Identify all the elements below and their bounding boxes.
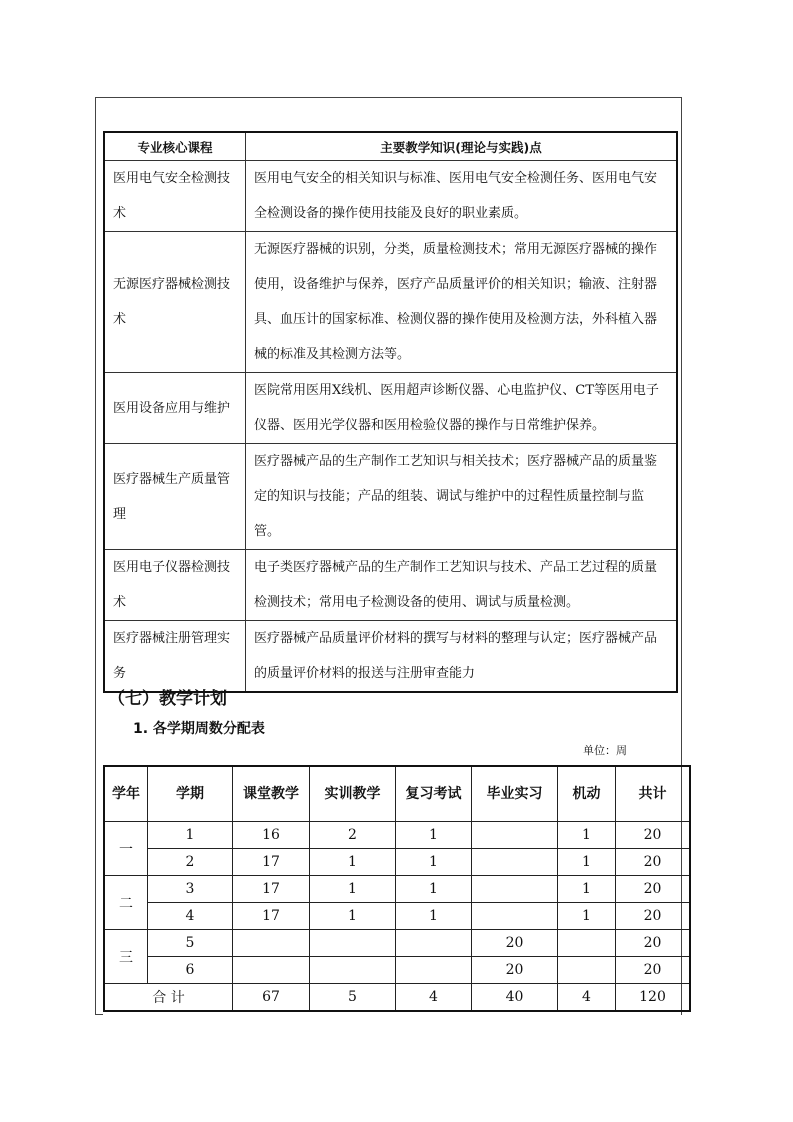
table-cell: 2	[310, 822, 396, 849]
header-semester: 学期	[148, 766, 233, 822]
header-class: 课堂教学	[233, 766, 310, 822]
table-cell: 20	[616, 957, 691, 984]
table-row	[104, 903, 690, 930]
header-flexible: 机动	[558, 766, 616, 822]
table-cell	[396, 957, 472, 984]
table-row	[104, 161, 677, 232]
table-cell: 16	[233, 822, 310, 849]
table-cell: 17	[233, 903, 310, 930]
table-cell: 20	[616, 876, 691, 903]
header-year: 学年	[104, 766, 148, 822]
course-name: 医用设备应用与维护	[104, 373, 246, 444]
table-cell: 20	[472, 957, 558, 984]
total-cell: 120	[616, 984, 691, 1012]
header-knowledge: 主要教学知识(理论与实践)点	[246, 132, 678, 161]
table-row	[104, 876, 690, 903]
table-cell: 1	[396, 822, 472, 849]
table-row	[104, 621, 677, 693]
core-courses-table	[103, 131, 678, 693]
table-row	[104, 849, 690, 876]
table-cell: 17	[233, 849, 310, 876]
header-total: 共计	[616, 766, 691, 822]
total-cell: 67	[233, 984, 310, 1012]
header-internship: 毕业实习	[472, 766, 558, 822]
header-training: 实训教学	[310, 766, 396, 822]
table-cell: 2	[148, 849, 233, 876]
table-cell	[233, 930, 310, 957]
table-row	[104, 444, 677, 550]
table-cell: 1	[558, 822, 616, 849]
table-cell: 1	[558, 903, 616, 930]
year-cell: 一	[104, 822, 148, 876]
table-cell: 1	[148, 822, 233, 849]
total-label: 合 计	[104, 984, 233, 1012]
course-name: 医用电气安全检测技术	[104, 161, 246, 232]
header-exam: 复习考试	[396, 766, 472, 822]
year-cell: 三	[104, 930, 148, 984]
table-cell: 1	[396, 903, 472, 930]
total-row	[104, 984, 690, 1012]
frame-line	[95, 1014, 103, 1015]
table-cell: 17	[233, 876, 310, 903]
table-cell: 20	[616, 849, 691, 876]
table-cell: 20	[616, 930, 691, 957]
weeks-table	[103, 765, 691, 1012]
course-name: 医疗器械注册管理实务	[104, 621, 246, 693]
course-name: 无源医疗器械检测技术	[104, 232, 246, 373]
table-cell: 1	[310, 903, 396, 930]
table-cell	[558, 957, 616, 984]
table-row	[104, 373, 677, 444]
table-row	[104, 232, 677, 373]
table-cell	[558, 930, 616, 957]
table-cell: 20	[616, 903, 691, 930]
section-title: （七）教学计划	[108, 689, 227, 709]
course-content: 无源医疗器械的识别，分类，质量检测技术；常用无源医疗器械的操作使用，设备维护与保养，医疗产品质量评价的相关知识；输液、注射器具、血压计的国家标准、检测仪器的操作使用及检测方法，外科植入器械的标准及其检测方法等。	[246, 232, 678, 373]
table-cell: 4	[148, 903, 233, 930]
course-content: 医疗器械产品的生产制作工艺知识与相关技术；医疗器械产品的质量鉴定的知识与技能；产品的组装、调试与维护中的过程性质量控制与监管。	[246, 444, 678, 550]
table-cell	[310, 930, 396, 957]
table-cell: 1	[310, 849, 396, 876]
course-content: 医用电气安全的相关知识与标准、医用电气安全检测任务、医用电气安全检测设备的操作使用技能及良好的职业素质。	[246, 161, 678, 232]
table-header-row	[104, 766, 690, 822]
table-cell: 1	[558, 876, 616, 903]
year-cell: 二	[104, 876, 148, 930]
table-row	[104, 550, 677, 621]
course-name: 医疗器械生产质量管理	[104, 444, 246, 550]
course-content: 医院常用医用X线机、医用超声诊断仪器、心电监护仪、CT等医用电子仪器、医用光学仪器和医用检验仪器的操作与日常维护保养。	[246, 373, 678, 444]
table-row	[104, 822, 690, 849]
total-cell: 40	[472, 984, 558, 1012]
subsection-title: 1. 各学期周数分配表	[133, 721, 265, 737]
table-cell: 1	[396, 849, 472, 876]
table-cell: 20	[616, 822, 691, 849]
table-cell: 5	[148, 930, 233, 957]
unit-label: 单位：周	[583, 744, 627, 757]
table-cell	[472, 903, 558, 930]
course-name: 医用电子仪器检测技术	[104, 550, 246, 621]
course-content: 医疗器械产品质量评价材料的撰写与材料的整理与认定；医疗器械产品的质量评价材料的报送与注册审查能力	[246, 621, 678, 693]
table-cell	[472, 849, 558, 876]
table-cell	[310, 957, 396, 984]
table-cell	[472, 876, 558, 903]
table-cell: 6	[148, 957, 233, 984]
total-cell: 5	[310, 984, 396, 1012]
table-cell: 20	[472, 930, 558, 957]
total-cell: 4	[558, 984, 616, 1012]
course-content: 电子类医疗器械产品的生产制作工艺知识与技术、产品工艺过程的质量检测技术；常用电子检测设备的使用、调试与质量检测。	[246, 550, 678, 621]
table-cell: 1	[310, 876, 396, 903]
table-cell: 3	[148, 876, 233, 903]
table-cell	[233, 957, 310, 984]
table-cell: 1	[558, 849, 616, 876]
total-cell: 4	[396, 984, 472, 1012]
header-course: 专业核心课程	[104, 132, 246, 161]
table-row	[104, 957, 690, 984]
table-cell: 1	[396, 876, 472, 903]
table-cell	[396, 930, 472, 957]
table-header-row	[104, 132, 677, 161]
table-row	[104, 930, 690, 957]
table-cell	[472, 822, 558, 849]
